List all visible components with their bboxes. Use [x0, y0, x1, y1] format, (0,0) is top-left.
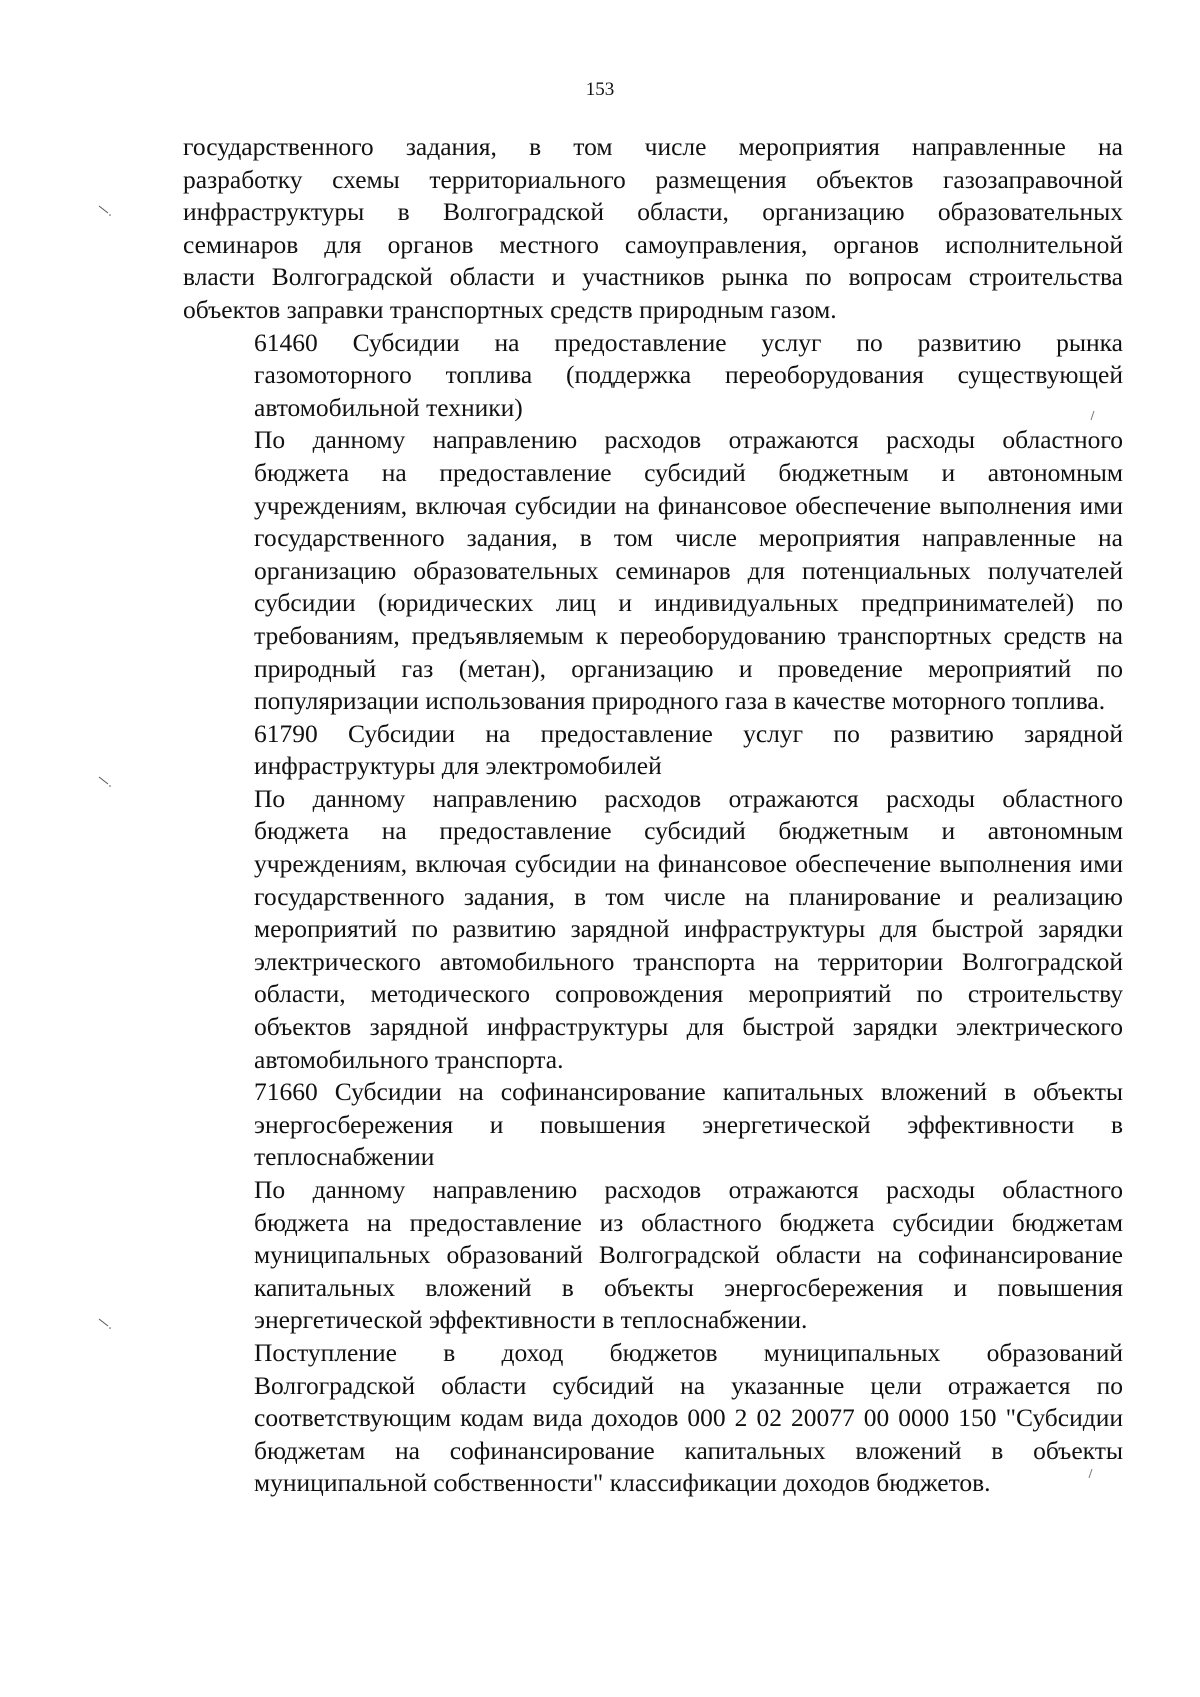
- text-line: разработку схемы территориального размещения объектов газозаправочной: [183, 164, 1123, 194]
- text-line: бюджета на предоставление субсидий бюджетным и автономным: [254, 457, 1123, 487]
- text-line: инфраструктуры в Волгоградской области, организацию образовательных: [183, 197, 1123, 227]
- text-line: Поступление в доход бюджетов муниципальных образований: [254, 1337, 1123, 1367]
- paragraph: [183, 783, 1123, 1076]
- text-line: электрического автомобильного транспорта на территории Волгоградской: [254, 946, 1123, 976]
- text-line: популяризации использования природного газа в качестве моторного топлива.: [254, 686, 1106, 716]
- text-line: соответствующим кодам вида доходов 000 2 02 20077 00 0000 150 "Субсидии: [254, 1403, 1123, 1433]
- text-line: требованиям, предъявляемым к переоборудованию транспортных средств на: [254, 620, 1123, 650]
- scan-mark: [98, 776, 112, 788]
- text-line: учреждениям, включая субсидии на финансовое обеспечение выполнения ими: [254, 849, 1123, 879]
- scan-mark: [1088, 410, 1102, 422]
- text-line: автомобильного транспорта.: [254, 1044, 564, 1074]
- text-line: бюджета на предоставление из областного бюджета субсидии бюджетам: [254, 1207, 1123, 1237]
- paragraph: [183, 1076, 1123, 1174]
- text-line: муниципальной собственности" классификации доходов бюджетов.: [254, 1468, 991, 1498]
- scan-mark: [1086, 1468, 1100, 1480]
- scan-mark: [98, 205, 112, 217]
- page-number: 153: [585, 79, 615, 100]
- document-body: [183, 131, 1123, 1500]
- text-line: семинаров для органов местного самоуправления, органов исполнительной: [183, 229, 1123, 259]
- paragraph: [183, 1337, 1123, 1500]
- text-line: объектов заправки транспортных средств природным газом.: [183, 294, 837, 324]
- paragraph: [183, 718, 1123, 783]
- paragraph: [183, 327, 1123, 425]
- text-line: организацию образовательных семинаров для потенциальных получателей: [254, 555, 1123, 585]
- text-line: муниципальных образований Волгоградской области на софинансирование: [254, 1240, 1123, 1270]
- paragraph: [183, 424, 1123, 717]
- text-line: объектов зарядной инфраструктуры для быстрой зарядки электрического: [254, 1012, 1123, 1042]
- text-line: субсидии (юридических лиц и индивидуальных предпринимателей) по: [254, 588, 1123, 618]
- text-line: бюджетам на софинансирование капитальных вложений в объекты: [254, 1435, 1123, 1465]
- text-line: мероприятий по развитию зарядной инфраструктуры для быстрой зарядки: [254, 914, 1123, 944]
- text-line: учреждениям, включая субсидии на финансовое обеспечение выполнения ими: [254, 490, 1123, 520]
- paragraph: [183, 131, 1123, 327]
- text-line: государственного задания, в том числе на планирование и реализацию: [254, 881, 1123, 911]
- text-line: природный газ (метан), организацию и проведение мероприятий по: [254, 653, 1123, 683]
- text-line: автомобильной техники): [254, 392, 523, 422]
- text-line: 61460 Субсидии на предоставление услуг по развитию рынка: [254, 327, 1123, 357]
- text-line: бюджета на предоставление субсидий бюджетным и автономным: [254, 816, 1123, 846]
- text-line: Волгоградской области субсидий на указанные цели отражается по: [254, 1370, 1123, 1400]
- text-line: По данному направлению расходов отражаются расходы областного: [254, 1175, 1123, 1204]
- text-line: капитальных вложений в объекты энергосбережения и повышения: [254, 1272, 1123, 1302]
- text-line: 71660 Субсидии на софинансирование капитальных вложений в объекты: [254, 1077, 1123, 1107]
- scan-mark: [98, 1318, 112, 1330]
- text-line: государственного задания, в том числе мероприятия направленные на: [183, 132, 1123, 161]
- paragraph: [183, 1174, 1123, 1337]
- text-line: области, методического сопровождения мероприятий по строительству: [254, 979, 1123, 1009]
- text-line: По данному направлению расходов отражаются расходы областного: [254, 425, 1123, 455]
- text-line: газомоторного топлива (поддержка переоборудования существующей: [254, 360, 1123, 390]
- text-line: энергосбережения и повышения энергетической эффективности в: [254, 1109, 1123, 1139]
- text-line: власти Волгоградской области и участников рынка по вопросам строительства: [183, 262, 1123, 292]
- text-line: теплоснабжении: [254, 1142, 435, 1172]
- text-line: инфраструктуры для электромобилей: [254, 751, 662, 781]
- text-line: государственного задания, в том числе мероприятия направленные на: [254, 523, 1123, 553]
- text-line: энергетической эффективности в теплоснабжении.: [254, 1305, 808, 1335]
- text-line: По данному направлению расходов отражаются расходы областного: [254, 783, 1123, 813]
- text-line: 61790 Субсидии на предоставление услуг по развитию зарядной: [254, 718, 1123, 748]
